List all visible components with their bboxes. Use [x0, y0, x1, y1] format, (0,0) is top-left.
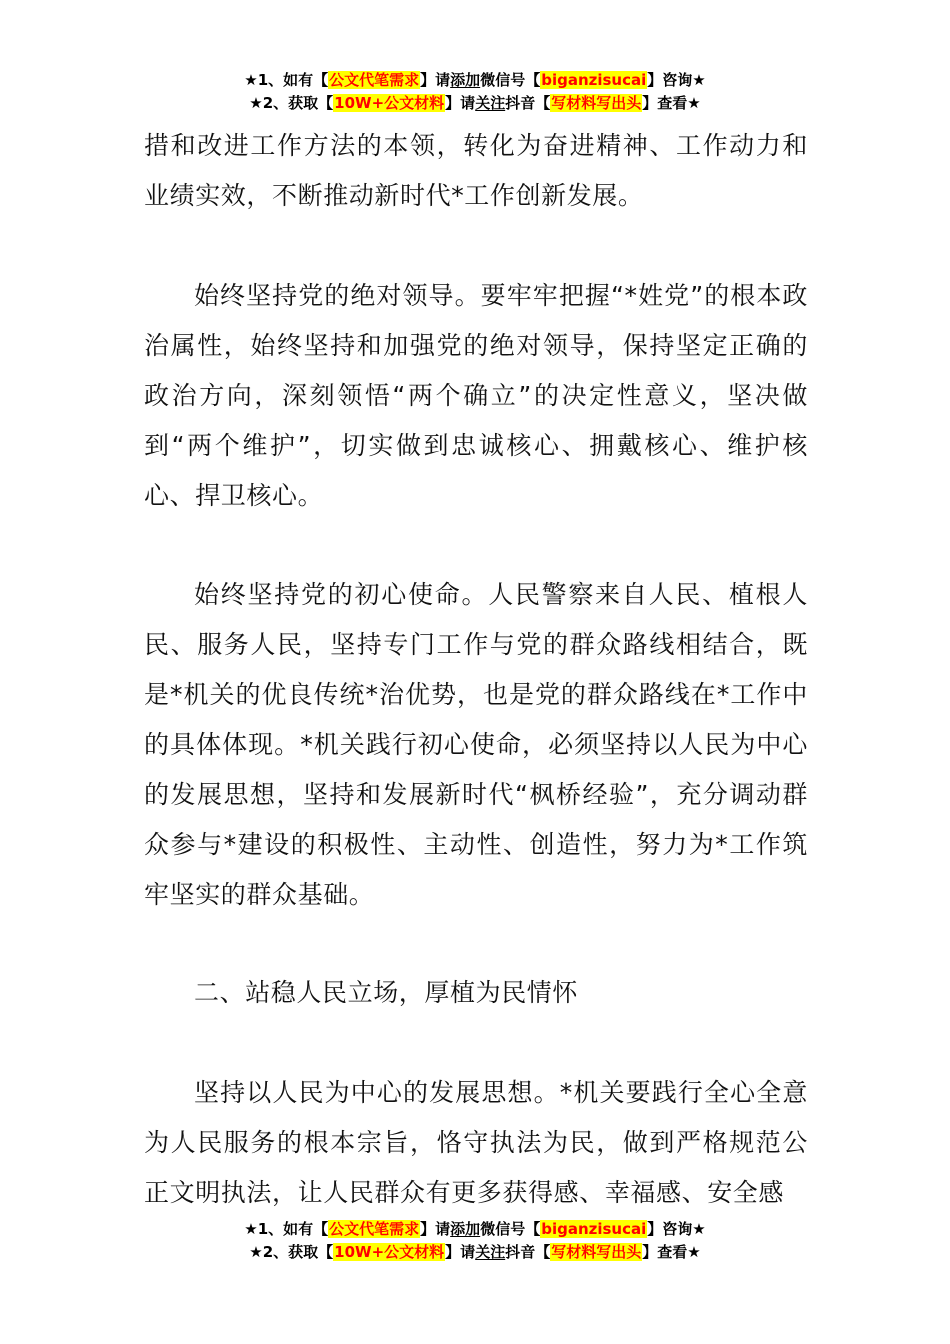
- promo-underlined: 关注: [475, 1243, 506, 1261]
- promo-text: 2、获取【: [262, 1243, 334, 1261]
- star-icon: ★: [692, 71, 706, 89]
- promo-text: 】咨询: [647, 71, 693, 89]
- promo-underlined: 添加: [450, 1220, 481, 1238]
- promo-line-2: [0, 1241, 950, 1264]
- promo-text: 抖音【: [505, 1243, 551, 1261]
- promo-text: 】请: [445, 1243, 476, 1261]
- promo-text: 】查看: [642, 1243, 688, 1261]
- promo-text: 】请: [420, 1220, 451, 1238]
- paragraph-text: 措和改进工作方法的本领，转化为奋进精神、工作动力和业绩实效，不断推动新时代*工作创新发展。: [144, 131, 808, 210]
- star-icon: ★: [249, 94, 263, 112]
- promo-text: 】查看: [642, 94, 688, 112]
- wechat-id: biganzisucai: [541, 71, 647, 89]
- promo-banner-bottom: [0, 1218, 950, 1264]
- star-icon: ★: [692, 1220, 706, 1238]
- promo-underlined: 关注: [475, 94, 506, 112]
- promo-line-2: [0, 92, 950, 115]
- wechat-id: biganzisucai: [541, 1220, 647, 1238]
- paragraph-text: 始终坚持党的绝对领导。要牢牢把握“*姓党”的根本政治属性，始终坚持和加强党的绝对领导，保持坚定正确的政治方向，深刻领悟“两个确立”的决定性意义，坚决做到“两个维护”，切实做到忠诚核心、拥戴核心、维护核心、捍卫核心。: [144, 281, 808, 510]
- promo-banner-top: [0, 69, 950, 115]
- promo-text: 抖音【: [505, 94, 551, 112]
- promo-line-1: [0, 1218, 950, 1241]
- paragraph-continued: [144, 121, 808, 221]
- promo-underlined: 添加: [450, 71, 481, 89]
- promo-line-1: [0, 69, 950, 92]
- promo-text: 2、获取【: [262, 94, 334, 112]
- promo-text: 】请: [445, 94, 476, 112]
- paragraph-text: 始终坚持党的初心使命。人民警察来自人民、植根人民、服务人民，坚持专门工作与党的群众路线相结合，既是*机关的优良传统*治优势，也是党的群众路线在*工作中的具体体现。*机关践行初心使命，必须坚持以人民为中心的发展思想，坚持和发展新时代“枫桥经验”，充分调动群众参与*建设的积极性、主动性、创造性，努力为*工作筑牢坚实的群众基础。: [144, 580, 808, 909]
- paragraph-people-centered: [144, 1068, 808, 1218]
- star-icon: ★: [244, 71, 258, 89]
- paragraph-original-mission: [144, 570, 808, 920]
- promo-text: 】咨询: [647, 1220, 693, 1238]
- star-icon: ★: [249, 1243, 263, 1261]
- promo-highlight: 10W+公文材料: [334, 94, 445, 112]
- star-icon: ★: [687, 94, 701, 112]
- promo-text: 】请: [420, 71, 451, 89]
- promo-text: 微信号【: [480, 1220, 541, 1238]
- promo-text: 1、如有【: [257, 71, 329, 89]
- star-icon: ★: [687, 1243, 701, 1261]
- douyin-account: 写材料写出头: [551, 1243, 642, 1261]
- star-icon: ★: [244, 1220, 258, 1238]
- paragraph-party-leadership: [144, 271, 808, 521]
- promo-text: 1、如有【: [257, 1220, 329, 1238]
- promo-highlight: 公文代笔需求: [329, 1220, 420, 1238]
- section-heading-text: 二、站稳人民立场，厚植为民情怀: [194, 978, 579, 1007]
- section-heading: [144, 968, 808, 1018]
- promo-highlight: 公文代笔需求: [329, 71, 420, 89]
- paragraph-text: 坚持以人民为中心的发展思想。*机关要践行全心全意为人民服务的根本宗旨，恪守执法为民，做到严格规范公正文明执法，让人民群众有更多获得感、幸福感、安全感: [144, 1078, 808, 1207]
- douyin-account: 写材料写出头: [551, 94, 642, 112]
- promo-text: 微信号【: [480, 71, 541, 89]
- promo-highlight: 10W+公文材料: [334, 1243, 445, 1261]
